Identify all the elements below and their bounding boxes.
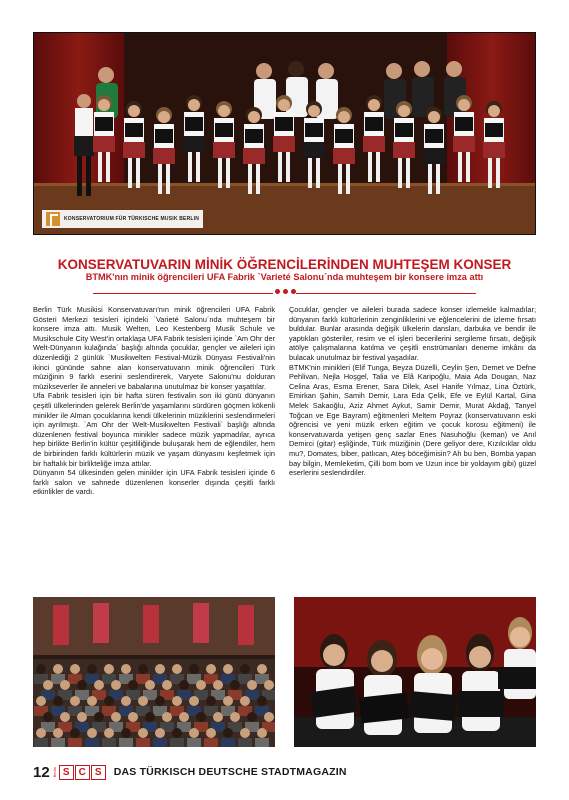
audience-member bbox=[128, 680, 138, 690]
audience-member bbox=[53, 728, 63, 738]
right-paragraph-2: BTMK'nin minikleri (Elif Tunga, Beyza Düzelli, Ceylin Şen, Demet ve Defne Pehlivan, Nejla Hoşgel, Talia ve Elâ Karipoğlu, Maia Ada Dougan, Naz Celina Aras, Esma Erener, Sara Dilek, Asel Hanife Yılmaz, Lina Öztürk, Emirkan Şahin, Samih Demir, Lara Eda Çelik, Efe ve Eylül Kartal, Gina Melek Sakaoğlu, Aziz Ahmet Aykut, Samir Demir, Murat Akdağ, Tanyel Toğcan ve Ege Bayram) eğitmenleri Meltem Poyraz (konservatuvarın eski öğrencisi ve yeni müzik erken eğitim ve çocuk korosu eğitmeni) ile konservatuvarda yetişen genç sazlar Enes Nasuhoğlu (keman) ve Anıl Demirci (gitar) eşliğinde, Türk müziğinin (Dere geliyor dere, Kızılcıklar oldu mu?, Domates, biber, patlıcan, Ateş böceğimisin? Ah bu ben, Bomba yapan bay bilgin, Memleketim, Çilli bom bom ve Uzun ince bir yoldayım gibi) güzel eserlerini seslendirdiler. bbox=[289, 362, 536, 478]
audience-member bbox=[206, 696, 216, 706]
audience-member bbox=[60, 680, 70, 690]
audience-member bbox=[70, 728, 80, 738]
audience-member bbox=[70, 696, 80, 706]
audience-member bbox=[145, 680, 155, 690]
conservatory-logo-text: KONSERVATORIUM FÜR TÜRKISCHE MUSIK BERLIN bbox=[64, 216, 200, 222]
audience-member bbox=[213, 712, 223, 722]
brand-city: Berlin bbox=[51, 766, 57, 778]
article-right-column bbox=[289, 305, 536, 478]
audience-member bbox=[36, 696, 46, 706]
audience-member bbox=[189, 696, 199, 706]
audience-member bbox=[196, 680, 206, 690]
audience-member bbox=[111, 712, 121, 722]
conservatory-logo-mark bbox=[46, 212, 60, 226]
audience-member bbox=[257, 728, 267, 738]
magazine-logo-letter: S bbox=[91, 765, 106, 780]
audience-member bbox=[155, 696, 165, 706]
left-paragraph-3: Dünyanın 54 ülkesinden gelen minikler için UFA Fabrik tesisleri içinde 6 farklı salon ve sahnede düzenlenen konserler dışında çeşitli farklı etkinlikler de vardı. bbox=[33, 468, 275, 497]
audience-member bbox=[155, 728, 165, 738]
article-subheadline: BTMK'nın minik öğrencileri UFA Fabrik `Varieté Salonu´nda muhteşem bir konsere imza attı bbox=[85, 272, 484, 282]
article-left-column bbox=[33, 305, 275, 497]
audience-member bbox=[60, 712, 70, 722]
audience-member bbox=[36, 664, 46, 674]
audience-member bbox=[36, 728, 46, 738]
audience-member bbox=[77, 680, 87, 690]
right-paragraph-1: Çocuklar, gençler ve aileleri burada sadece konser izlemekle kalmadılar; dünyanın farklı kültürlerinin zenginliklerini ve eğlencelerini de izleme fırsatı buldular. Bunlar arasında değişik ülkelerin dansları, darbuka ve bendir ile yaptıkları gösteriler, resim ve el işleri becerilerini sergileme fırsatı, değişik atölye çalışmalarına katılma ve çeşitli enstrümanları deneme imkânı da bulacak unutulmaz bir festival yaşadılar. bbox=[289, 305, 536, 362]
singers-photo bbox=[294, 597, 536, 747]
audience-member bbox=[104, 728, 114, 738]
audience-member bbox=[172, 696, 182, 706]
audience-member bbox=[189, 664, 199, 674]
audience-member bbox=[206, 728, 216, 738]
audience-member bbox=[77, 712, 87, 722]
audience-member bbox=[145, 712, 155, 722]
audience-member bbox=[87, 664, 97, 674]
audience-member bbox=[128, 712, 138, 722]
audience-member bbox=[264, 680, 274, 690]
audience-member bbox=[121, 728, 131, 738]
audience-member bbox=[53, 696, 63, 706]
audience-member bbox=[138, 728, 148, 738]
audience-member bbox=[138, 696, 148, 706]
choir-photo-illustration bbox=[34, 33, 536, 235]
page-footer bbox=[33, 763, 536, 781]
audience-member bbox=[179, 712, 189, 722]
audience-member bbox=[94, 680, 104, 690]
audience-member bbox=[196, 712, 206, 722]
left-paragraph-2: Ufa Fabrik tesisleri için bir hafta süren festivalin son iki günü dünyanın çeşitli ülkelerinden gelerek Berlin'de yaşamlarını sürdüren göçmen kökenli minikler ile Alman çocuklarına kendi ülkelerinin müziklerini seslendirmeleri için ayrılmıştı. `Am Ohr der Welt-Musikwelten Festivali´ başlığı altında düzenlenen festival boyunca minikler sadece müzik yapmadılar, ayrıca hep birlikte Berlin'in kültür çeşitliliğinde buluşarak hem de eğlendiler, hem de birbirinden farklı kültürlerin müzik ve yaşam dünyasını keşfetmek için bir haftalık bir birlikteliğe imza attılar. bbox=[33, 391, 275, 468]
page-number: 12 bbox=[33, 763, 50, 781]
magazine-logo-letter: S bbox=[59, 765, 74, 780]
audience-photo bbox=[33, 597, 275, 747]
audience-member bbox=[223, 696, 233, 706]
audience-member bbox=[172, 664, 182, 674]
audience-member bbox=[155, 664, 165, 674]
audience-member bbox=[240, 664, 250, 674]
audience-member bbox=[87, 728, 97, 738]
audience-member bbox=[257, 664, 267, 674]
audience-member bbox=[162, 712, 172, 722]
audience-member bbox=[240, 696, 250, 706]
audience-member bbox=[230, 680, 240, 690]
magazine-logo bbox=[59, 765, 106, 780]
audience-member bbox=[53, 664, 63, 674]
audience-member bbox=[257, 696, 267, 706]
audience-member bbox=[70, 664, 80, 674]
audience-member bbox=[162, 680, 172, 690]
headline-divider bbox=[33, 288, 536, 298]
article-headline: KONSERVATUVARIN MİNİK ÖĞRENCİLERİNDEN MUHTEŞEM KONSER bbox=[57, 257, 512, 272]
conservatory-logo bbox=[42, 210, 203, 228]
audience-member bbox=[179, 680, 189, 690]
audience-member bbox=[223, 664, 233, 674]
audience-member bbox=[189, 728, 199, 738]
audience-member bbox=[104, 696, 114, 706]
audience-member bbox=[87, 696, 97, 706]
audience-member bbox=[172, 728, 182, 738]
choir-photo bbox=[33, 32, 536, 235]
audience-member bbox=[104, 664, 114, 674]
audience-member bbox=[264, 712, 274, 722]
audience-member bbox=[94, 712, 104, 722]
magazine-logo-letter: C bbox=[75, 765, 90, 780]
audience-member bbox=[247, 712, 257, 722]
audience-member bbox=[43, 712, 53, 722]
audience-member bbox=[223, 728, 233, 738]
audience-member bbox=[121, 664, 131, 674]
audience-member bbox=[43, 680, 53, 690]
audience-member bbox=[121, 696, 131, 706]
audience-member bbox=[206, 664, 216, 674]
audience-member bbox=[213, 680, 223, 690]
audience-member bbox=[247, 680, 257, 690]
audience-member bbox=[240, 728, 250, 738]
magazine-tagline: DAS TÜRKISCH DEUTSCHE STADTMAGAZIN bbox=[113, 766, 347, 778]
audience-member bbox=[111, 680, 121, 690]
audience-member bbox=[138, 664, 148, 674]
left-paragraph-1: Berlin Türk Musikisi Konservatuvarı'nın minik öğrencileri UFA Fabrik Gösteri Merkezi tesisleri içindeki `Varieté Salonu´nda muhteşem bir konsere imza attı. Musik Welten, Leo Kestenberg Musik Schule ve Musikschule City West'in ortaklaşa UFA Fabrik tesisleri içinde `Am Ohr der Welt-Dünyanın kulağında´ başlığı altında çocuklar, gençler ve aileleri için düzenlediği 2 günlük `Musikwelten Festival-Müzik Dünyası Festivali'nin ikinci gününde sahne alan konservatuvarın minik öğrencileri Türk müziğinin 9 farklı eserini seslendirerek, Varyete Salonu'nu dolduran müzikseverler ile anneleri ve babalarına unutulmaz bir konser yaşattılar. bbox=[33, 305, 275, 391]
audience-member bbox=[230, 712, 240, 722]
